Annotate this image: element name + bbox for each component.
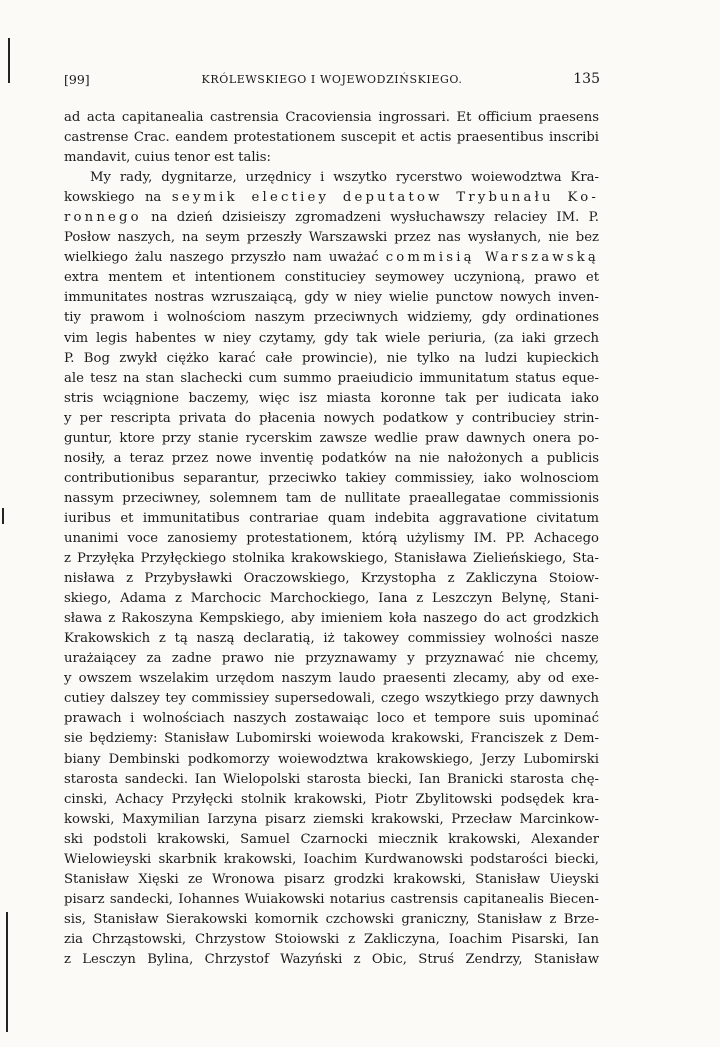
text-line: sie będziemy: Stanisław Lubomirski woiewoda krakowski, Franciszek z Dem-: [64, 731, 599, 747]
body-text: [64, 108, 599, 970]
text-segment: kowskiego na: [64, 190, 172, 206]
text-segment: na dzień dzisieiszy zgromadzeni wysłuchawszy relaciey IM. P.: [141, 210, 599, 226]
text-line: ale tesz na stan slachecki cum summo praeiudicio immunitatum status eque-: [64, 370, 599, 386]
text-segment: wielkiego żalu naszego przyszło nam uważać: [64, 250, 386, 266]
text-line: sis, Stanisław Sierakowski komornik czchowski graniczny, Stanisław z Brze-: [64, 911, 599, 927]
text-line: biany Dembinski podkomorzy woiewodztwa krakowskiego, Jerzy Lubomirski: [64, 751, 599, 767]
text-line: urażaiącey za zadne prawo nie przyznawamy y przyznawać nie chcemy,: [64, 651, 599, 667]
running-title: KRÓLEWSKIEGO I WOJEWODZIŃSKIEGO.: [201, 73, 463, 86]
text-line: My rady, dygnitarze, urzędnicy i wszytko rycerstwo woiewodztwa Kra-: [90, 170, 599, 186]
margin-scan-mark: [6, 912, 8, 1032]
text-line: nassym przeciwney, solemnem tam de nullitate praeallegatae commissionis: [64, 490, 599, 506]
text-line: prawach i wolnościach naszych zostawaiąc loco et tempore suis upominać: [64, 711, 599, 727]
spaced-emphasis: seymik electiey deputatow Trybunału Ko-: [171, 190, 599, 206]
text-line: y owszem wszelakim urzędom naszym laudo praesenti zlecamy, aby od exe-: [64, 671, 599, 687]
text-line: stris wciągnione baczemy, więc isz miasta koronne tak per iudicata iako: [64, 390, 599, 406]
text-line: contributionibus separantur, przeciwko takiey commissiey, iako wolnosciom: [64, 470, 599, 486]
text-line: [64, 248, 599, 268]
text-line: Wielowieyski skarbnik krakowski, Ioachim Kurdwanowski podstarości biecki,: [64, 851, 599, 867]
text-line: Krakowskich z tą naszą declaratią, iż takowey commissiey wolności nasze: [64, 631, 599, 647]
text-line: [64, 188, 599, 208]
text-line: z Przyłęka Przyłęckiego stolnika krakowskiego, Stanisława Zielieńskiego, Sta-: [64, 551, 599, 567]
text-line: zia Chrząstowski, Chrzystow Stoiowski z Zakliczyna, Ioachim Pisarski, Ian: [64, 931, 599, 947]
text-line: cutiey dalszey tey commissiey supersedowali, czego wszytkiego przy dawnych: [64, 691, 599, 707]
spaced-emphasis: ronnego: [64, 210, 142, 226]
margin-scan-mark: [8, 38, 10, 83]
text-line: cinski, Achacy Przyłęcki stolnik krakowski, Piotr Zbylitowski podsędek kra-: [64, 791, 599, 807]
text-line: starosta sandecki. Ian Wielopolski starosta biecki, Ian Branicki starosta chę-: [64, 771, 599, 787]
text-line: z Lesczyn Bylina, Chrzystof Wazyński z Obic, Struś Zendrzy, Stanisław: [64, 951, 599, 967]
text-line: iuribus et immunitatibus contrariae quam indebita aggravatione civitatum: [64, 510, 599, 526]
text-line: nisława z Przybysławki Oraczowskiego, Krzystopha z Zakliczyna Stoiow-: [64, 571, 599, 587]
text-line: P. Bog zwykł ciężko karać całe prowincie), nie tylko na ludzi kupieckich: [64, 350, 599, 366]
text-line: mandavit, cuius tenor est talis:: [64, 150, 271, 166]
text-line: [64, 208, 599, 228]
text-line: skiego, Adama z Marchocic Marchockiego, Iana z Leszczyn Belynę, Stani-: [64, 591, 599, 607]
text-line: tiy prawom i wolnościom naszym przeciwnych widziemy, gdy ordinationes: [64, 310, 599, 326]
text-line: unanimi voce zanosiemy protestationem, którą użylismy IM. PP. Achacego: [64, 530, 599, 546]
text-line: castrense Crac. eandem protestationem suscepit et actis praesentibus inscribi: [64, 130, 599, 146]
text-line: vim legis habentes w niey czytamy, gdy tak wiele periuria, (za iaki grzech: [64, 330, 599, 346]
text-line: Stanisław Xięski ze Wronowa pisarz grodzki krakowski, Stanisław Uieyski: [64, 871, 599, 887]
text-line: y per rescripta privata do płacenia nowych podatkow y contribuciey strin-: [64, 410, 599, 426]
text-line: guntur, ktore przy stanie rycerskim zawsze wedlie praw dawnych onera po-: [64, 430, 599, 446]
text-line: ad acta capitanealia castrensia Cracoviensia ingrossari. Et officium praesens: [64, 110, 599, 125]
text-line: Posłow naszych, na seym przeszły Warszawski przez nas wysłanych, nie bez: [64, 230, 599, 246]
text-line: extra mentem et intentionem constituciey seymowey uczynioną, prawo et: [64, 270, 599, 286]
spaced-emphasis: commisią Warszawską: [385, 250, 599, 266]
margin-scan-mark: [2, 508, 4, 524]
text-line: sława z Rakoszyna Kempskiego, aby imieniem koła naszego do act grodzkich: [64, 611, 599, 627]
text-line: kowski, Maxymilian Iarzyna pisarz ziemski krakowski, Przecław Marcinkow-: [64, 811, 599, 827]
text-line: ski podstoli krakowski, Samuel Czarnocki miecznik krakowski, Alexander: [64, 831, 599, 847]
text-line: immunitates nostras wzruszaiącą, gdy w niey wielie punctow nowych inven-: [64, 290, 599, 306]
page-header: [64, 72, 600, 90]
folio-number: [99]: [64, 72, 90, 87]
text-line: nosiły, a teraz przez nowe inventię podatków na nie nałożonych a publicis: [64, 450, 599, 466]
page-number: 135: [573, 71, 600, 87]
text-line: pisarz sandecki, Iohannes Wuiakowski notarius castrensis capitanealis Biecen-: [64, 891, 599, 907]
